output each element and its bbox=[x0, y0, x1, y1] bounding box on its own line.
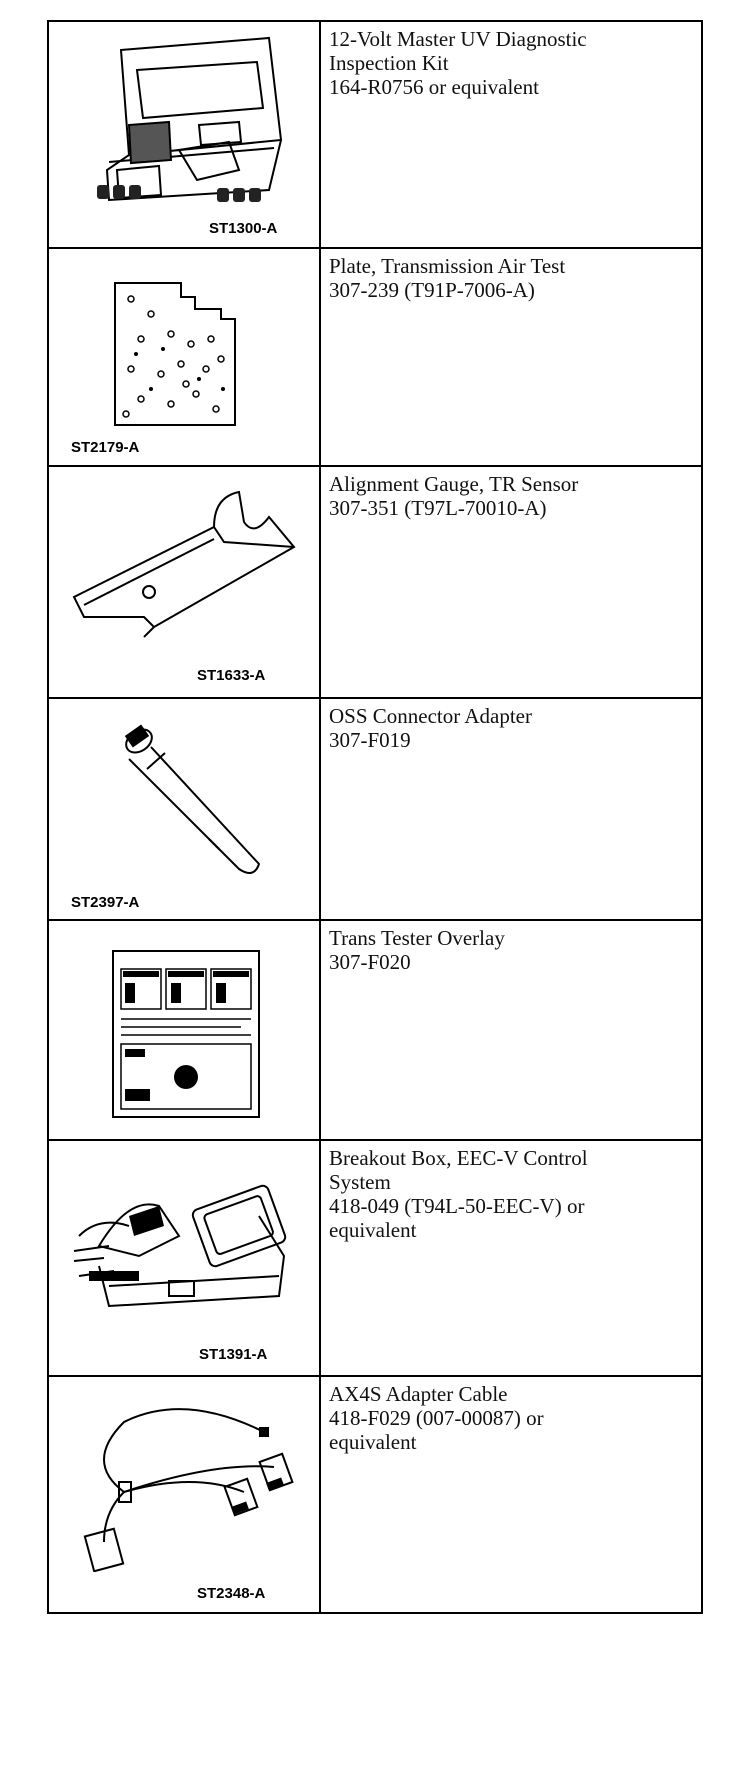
tool-image-cell bbox=[48, 248, 320, 466]
table-row bbox=[48, 466, 702, 698]
tool-number: 164-R0756 or equivalent bbox=[329, 75, 539, 99]
tool-description-cell bbox=[320, 466, 702, 698]
air-test-plate-icon bbox=[111, 279, 261, 429]
breakout-box-icon bbox=[69, 1156, 304, 1316]
tool-name: Plate, Transmission Air Test bbox=[329, 254, 566, 278]
tool-number: 418-F029 (007-00087) or bbox=[329, 1406, 544, 1430]
tool-number: 307-351 (T97L-70010-A) bbox=[329, 496, 547, 520]
table-row bbox=[48, 698, 702, 920]
tool-name: OSS Connector Adapter bbox=[329, 704, 532, 728]
figure-label: ST1300-A bbox=[209, 220, 278, 237]
tool-description-cell bbox=[320, 920, 702, 1140]
table-row bbox=[48, 920, 702, 1140]
tool-description-cell bbox=[320, 1376, 702, 1613]
table-row bbox=[48, 1376, 702, 1613]
connector-adapter-icon bbox=[109, 719, 269, 889]
tool-number: 418-049 (T94L-50-EEC-V) or bbox=[329, 1194, 585, 1218]
tool-name: Inspection Kit bbox=[329, 51, 449, 75]
tool-name: Trans Tester Overlay bbox=[329, 926, 505, 950]
tool-description-cell bbox=[320, 248, 702, 466]
tool-number: equivalent bbox=[329, 1218, 417, 1242]
figure-label: ST2179-A bbox=[71, 439, 140, 456]
tool-image-cell bbox=[48, 1140, 320, 1376]
tool-description-cell bbox=[320, 21, 702, 248]
tool-name: Alignment Gauge, TR Sensor bbox=[329, 472, 579, 496]
tool-description-cell bbox=[320, 1140, 702, 1376]
figure-label: ST2348-A bbox=[197, 1585, 266, 1602]
figure-label: ST1391-A bbox=[199, 1346, 268, 1363]
tool-image-cell bbox=[48, 466, 320, 698]
special-tools-table bbox=[47, 20, 703, 1614]
uv-diagnostic-kit-case-icon bbox=[69, 30, 299, 220]
tool-image-cell bbox=[48, 1376, 320, 1613]
table-row bbox=[48, 21, 702, 248]
tool-image-cell bbox=[48, 21, 320, 248]
alignment-gauge-icon bbox=[64, 487, 304, 647]
tool-number: 307-F019 bbox=[329, 728, 411, 752]
tool-name: 12-Volt Master UV Diagnostic bbox=[329, 27, 587, 51]
tool-number: 307-F020 bbox=[329, 950, 411, 974]
tool-name: Breakout Box, EEC-V Control bbox=[329, 1146, 588, 1170]
tester-overlay-icon bbox=[111, 949, 261, 1119]
figure-label: ST1633-A bbox=[197, 667, 266, 684]
tool-number: equivalent bbox=[329, 1430, 417, 1454]
tool-name: System bbox=[329, 1170, 391, 1194]
tool-name: AX4S Adapter Cable bbox=[329, 1382, 508, 1406]
figure-label: ST2397-A bbox=[71, 894, 140, 911]
tool-image-cell bbox=[48, 698, 320, 920]
table-row bbox=[48, 248, 702, 466]
adapter-cable-icon bbox=[64, 1392, 304, 1572]
tool-image-cell bbox=[48, 920, 320, 1140]
tool-description-cell bbox=[320, 698, 702, 920]
tool-number: 307-239 (T91P-7006-A) bbox=[329, 278, 535, 302]
table-row bbox=[48, 1140, 702, 1376]
